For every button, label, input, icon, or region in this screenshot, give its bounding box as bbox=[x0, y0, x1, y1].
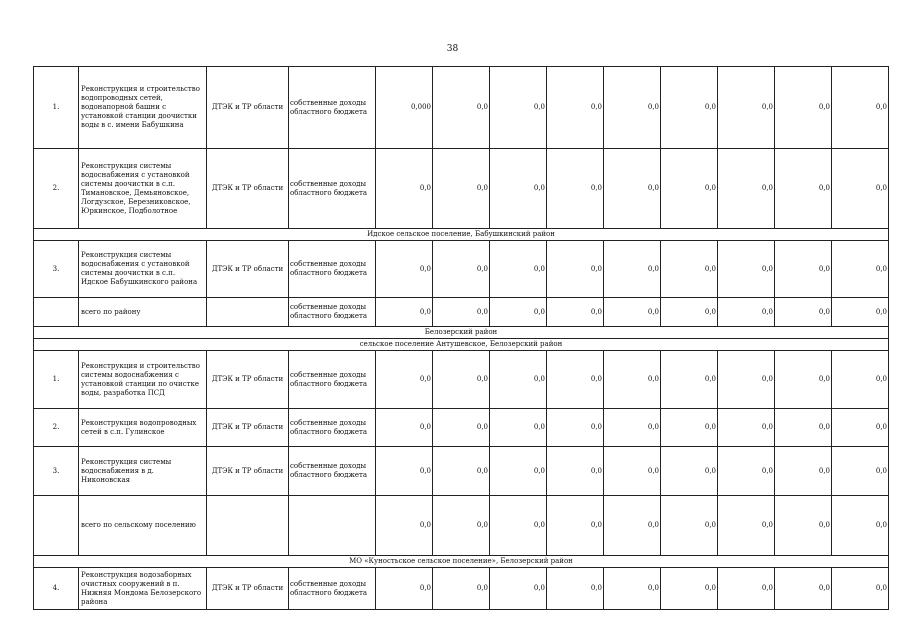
value-cell: 0,0 bbox=[376, 149, 433, 229]
value-cell: 0,0 bbox=[490, 149, 547, 229]
value-cell: 0,000 bbox=[376, 67, 433, 149]
value-cell: 0,0 bbox=[547, 241, 604, 298]
table-row bbox=[34, 447, 889, 496]
value-cell: 0,0 bbox=[832, 447, 889, 496]
value-cell: 0,0 bbox=[832, 351, 889, 409]
value-cell: 0,0 bbox=[490, 409, 547, 447]
value-cell: 0,0 bbox=[490, 447, 547, 496]
value-cell: 0,0 bbox=[718, 496, 775, 556]
value-cell: 0,0 bbox=[718, 241, 775, 298]
value-cell: 0,0 bbox=[490, 298, 547, 327]
value-cell: 0,0 bbox=[718, 149, 775, 229]
value-cell: 0,0 bbox=[661, 447, 718, 496]
value-cell: 0,0 bbox=[376, 241, 433, 298]
value-cell: 0,0 bbox=[718, 409, 775, 447]
table-row bbox=[34, 351, 889, 409]
funding-source-cell: собственные доходы областного бюджета bbox=[289, 241, 376, 298]
table-row bbox=[34, 67, 889, 149]
value-cell: 0,0 bbox=[604, 447, 661, 496]
value-cell: 0,0 bbox=[490, 67, 547, 149]
table-row bbox=[34, 298, 889, 327]
row-number-cell: 2. bbox=[34, 409, 79, 447]
section-title: сельское поселение Антушевское, Белозерский район bbox=[34, 339, 889, 351]
funding-source-cell: собственные доходы областного бюджета bbox=[289, 298, 376, 327]
row-number-cell bbox=[34, 298, 79, 327]
table-row bbox=[34, 241, 889, 298]
table-row bbox=[34, 496, 889, 556]
value-cell: 0,0 bbox=[718, 351, 775, 409]
value-cell: 0,0 bbox=[661, 409, 718, 447]
page-number: 38 bbox=[446, 44, 459, 54]
value-cell: 0,0 bbox=[547, 447, 604, 496]
value-cell: 0,0 bbox=[604, 496, 661, 556]
value-cell: 0,0 bbox=[490, 568, 547, 610]
value-cell: 0,0 bbox=[832, 298, 889, 327]
value-cell: 0,0 bbox=[376, 298, 433, 327]
section-header-row bbox=[34, 556, 889, 568]
executor-cell: ДТЭК и ТР области bbox=[207, 241, 289, 298]
value-cell: 0,0 bbox=[376, 351, 433, 409]
value-cell: 0,0 bbox=[718, 298, 775, 327]
funding-source-cell: собственные доходы областного бюджета bbox=[289, 351, 376, 409]
section-title: МО «Куностьское сельское поселение», Белозерский район bbox=[34, 556, 889, 568]
row-number-cell bbox=[34, 496, 79, 556]
section-header-row bbox=[34, 229, 889, 241]
value-cell: 0,0 bbox=[547, 568, 604, 610]
value-cell: 0,0 bbox=[661, 496, 718, 556]
executor-cell: ДТЭК и ТР области bbox=[207, 67, 289, 149]
value-cell: 0,0 bbox=[433, 568, 490, 610]
value-cell: 0,0 bbox=[832, 67, 889, 149]
project-name-cell: Реконструкция и строительство системы водоснабжения с установкой станции по очистке воды, разработка ПСД bbox=[79, 351, 207, 409]
row-number-cell: 1. bbox=[34, 67, 79, 149]
value-cell: 0,0 bbox=[832, 409, 889, 447]
value-cell: 0,0 bbox=[661, 298, 718, 327]
funding-source-cell: собственные доходы областного бюджета bbox=[289, 409, 376, 447]
value-cell: 0,0 bbox=[547, 149, 604, 229]
value-cell: 0,0 bbox=[547, 298, 604, 327]
value-cell: 0,0 bbox=[433, 351, 490, 409]
funding-source-cell: собственные доходы областного бюджета bbox=[289, 447, 376, 496]
project-name-cell: Реконструкция системы водоснабжения с установкой системы доочистки в с.п. Тимановское, Демьяновское, Логдузское, Березниковское, Юркинское, Подболотное bbox=[79, 149, 207, 229]
row-number-cell: 3. bbox=[34, 447, 79, 496]
section-title: Белозерский район bbox=[34, 327, 889, 339]
project-name-cell: Реконструкция системы водоснабжения в д. Никоновская bbox=[79, 447, 207, 496]
executor-cell bbox=[207, 298, 289, 327]
value-cell: 0,0 bbox=[661, 241, 718, 298]
value-cell: 0,0 bbox=[604, 351, 661, 409]
value-cell: 0,0 bbox=[433, 409, 490, 447]
value-cell: 0,0 bbox=[604, 67, 661, 149]
table-row bbox=[34, 568, 889, 610]
value-cell: 0,0 bbox=[433, 447, 490, 496]
funding-source-cell: собственные доходы областного бюджета bbox=[289, 568, 376, 610]
executor-cell: ДТЭК и ТР области bbox=[207, 447, 289, 496]
funding-source-cell: собственные доходы областного бюджета bbox=[289, 149, 376, 229]
value-cell: 0,0 bbox=[490, 351, 547, 409]
row-number-cell: 3. bbox=[34, 241, 79, 298]
budget-table bbox=[33, 66, 889, 610]
row-number-cell: 1. bbox=[34, 351, 79, 409]
value-cell: 0,0 bbox=[490, 241, 547, 298]
value-cell: 0,0 bbox=[376, 496, 433, 556]
executor-cell bbox=[207, 496, 289, 556]
project-name-cell: всего по району bbox=[79, 298, 207, 327]
row-number-cell: 4. bbox=[34, 568, 79, 610]
value-cell: 0,0 bbox=[775, 409, 832, 447]
value-cell: 0,0 bbox=[718, 447, 775, 496]
value-cell: 0,0 bbox=[490, 496, 547, 556]
section-header-row bbox=[34, 339, 889, 351]
value-cell: 0,0 bbox=[718, 568, 775, 610]
value-cell: 0,0 bbox=[718, 67, 775, 149]
value-cell: 0,0 bbox=[832, 496, 889, 556]
executor-cell: ДТЭК и ТР области bbox=[207, 351, 289, 409]
value-cell: 0,0 bbox=[547, 496, 604, 556]
value-cell: 0,0 bbox=[376, 568, 433, 610]
value-cell: 0,0 bbox=[832, 568, 889, 610]
value-cell: 0,0 bbox=[775, 241, 832, 298]
value-cell: 0,0 bbox=[433, 241, 490, 298]
section-header-row bbox=[34, 327, 889, 339]
value-cell: 0,0 bbox=[604, 298, 661, 327]
value-cell: 0,0 bbox=[433, 67, 490, 149]
value-cell: 0,0 bbox=[832, 241, 889, 298]
value-cell: 0,0 bbox=[376, 409, 433, 447]
value-cell: 0,0 bbox=[661, 351, 718, 409]
section-title: Идское сельское поселение, Бабушкинский район bbox=[34, 229, 889, 241]
value-cell: 0,0 bbox=[775, 149, 832, 229]
value-cell: 0,0 bbox=[547, 351, 604, 409]
value-cell: 0,0 bbox=[775, 568, 832, 610]
funding-source-cell: собственные доходы областного бюджета bbox=[289, 67, 376, 149]
value-cell: 0,0 bbox=[604, 409, 661, 447]
executor-cell: ДТЭК и ТР области bbox=[207, 568, 289, 610]
value-cell: 0,0 bbox=[775, 447, 832, 496]
value-cell: 0,0 bbox=[604, 149, 661, 229]
value-cell: 0,0 bbox=[604, 568, 661, 610]
project-name-cell: Реконструкция и строительство водопроводных сетей, водонапорной башни с установкой станции доочистки воды в с. имени Бабушкина bbox=[79, 67, 207, 149]
value-cell: 0,0 bbox=[775, 351, 832, 409]
value-cell: 0,0 bbox=[604, 241, 661, 298]
value-cell: 0,0 bbox=[433, 496, 490, 556]
value-cell: 0,0 bbox=[376, 447, 433, 496]
project-name-cell: Реконструкция водопроводных сетей в с.п. Гулинское bbox=[79, 409, 207, 447]
value-cell: 0,0 bbox=[661, 568, 718, 610]
funding-source-cell bbox=[289, 496, 376, 556]
value-cell: 0,0 bbox=[433, 298, 490, 327]
value-cell: 0,0 bbox=[775, 298, 832, 327]
value-cell: 0,0 bbox=[775, 496, 832, 556]
table-row bbox=[34, 409, 889, 447]
value-cell: 0,0 bbox=[433, 149, 490, 229]
table-row bbox=[34, 149, 889, 229]
value-cell: 0,0 bbox=[547, 67, 604, 149]
project-name-cell: всего по сельскому поселению bbox=[79, 496, 207, 556]
executor-cell: ДТЭК и ТР области bbox=[207, 149, 289, 229]
value-cell: 0,0 bbox=[775, 67, 832, 149]
value-cell: 0,0 bbox=[832, 149, 889, 229]
table-body bbox=[34, 67, 889, 610]
executor-cell: ДТЭК и ТР области bbox=[207, 409, 289, 447]
value-cell: 0,0 bbox=[547, 409, 604, 447]
row-number-cell: 2. bbox=[34, 149, 79, 229]
value-cell: 0,0 bbox=[661, 149, 718, 229]
project-name-cell: Реконструкция системы водоснабжения с установкой системы доочистки в с.п. Идское Бабушкинского района bbox=[79, 241, 207, 298]
project-name-cell: Реконструкция водозаборных очистных сооружений в п. Нижняя Мондома Белозерского района bbox=[79, 568, 207, 610]
value-cell: 0,0 bbox=[661, 67, 718, 149]
